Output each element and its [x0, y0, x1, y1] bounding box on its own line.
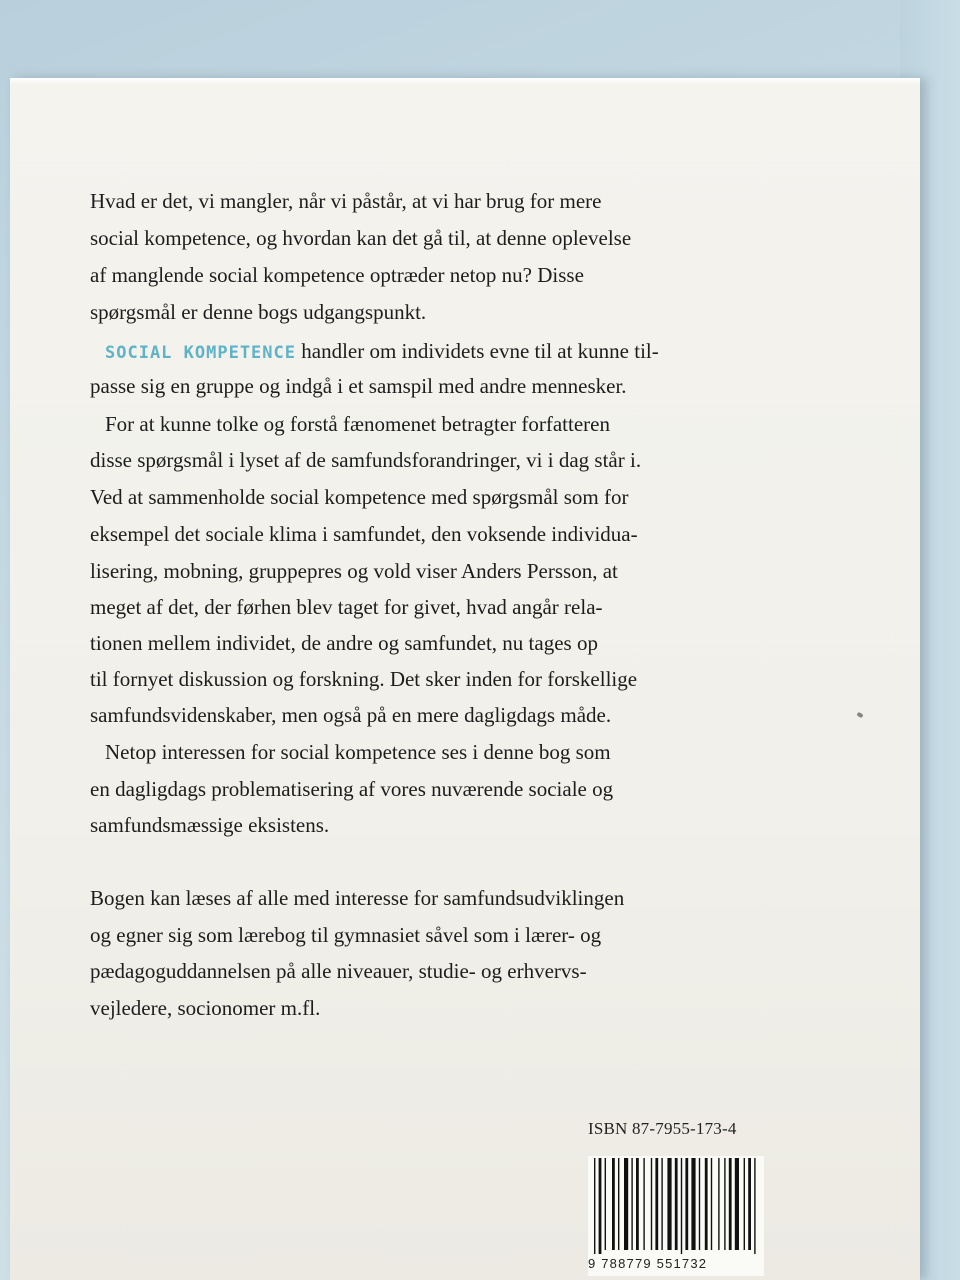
isbn-label: ISBN 87-7955-173-4 [588, 1119, 737, 1138]
blurb-line: pædagoguddannelsen på alle niveauer, studie- og erhvervs- [90, 959, 587, 983]
blurb-line: meget af det, der førhen blev taget for givet, hvad angår rela- [90, 595, 603, 619]
blurb-line: spørgsmål er denne bogs udgangspunkt. [90, 300, 427, 324]
blurb-line: social kompetence, og hvordan kan det gå til, at denne oplevelse [90, 226, 632, 250]
book-back-cover [10, 78, 920, 1280]
blurb-line: eksempel det sociale klima i samfundet, den voksende individua- [90, 522, 638, 546]
barcode-bar [667, 1158, 671, 1250]
barcode-bar [699, 1158, 700, 1250]
barcode-bar [691, 1158, 695, 1250]
barcode-bar [612, 1158, 615, 1250]
barcode-bar [605, 1158, 606, 1250]
barcode-bar [675, 1158, 678, 1250]
blurb-line: passe sig en gruppe og indgå i et samspil med andre mennesker. [90, 374, 627, 398]
barcode-bar [643, 1158, 644, 1250]
barcode-bar [729, 1158, 732, 1250]
blurb-line: og egner sig som lærebog til gymnasiet såvel som i lærer- og [90, 923, 602, 947]
barcode-bar [748, 1158, 751, 1250]
barcode-number: 9 788779 551732 [588, 1256, 708, 1271]
barcode-bar [718, 1158, 719, 1250]
barcode-bar [651, 1158, 652, 1250]
barcode-bar [685, 1158, 688, 1250]
barcode-bar [711, 1158, 712, 1250]
blurb-line: lisering, mobning, gruppepres og vold viser Anders Persson, at [90, 559, 618, 583]
blurb-line: samfundsvidenskaber, men også på en mere dagligdags måde. [90, 703, 612, 727]
barcode-bar [724, 1158, 725, 1250]
barcode-bar [624, 1158, 628, 1250]
barcode-bar [754, 1158, 755, 1254]
barcode-bar [594, 1158, 595, 1254]
blurb-line: tionen mellem individet, de andre og samfundet, nu tages op [90, 631, 598, 655]
barcode-bar [705, 1158, 708, 1250]
blurb-text-segment: handler om individets evne til at kunne til- [301, 339, 659, 363]
barcode-bar [681, 1158, 682, 1254]
highlight-term: SOCIAL KOMPETENCE [105, 343, 296, 363]
blurb-line: en dagligdags problematisering af vores nuværende sociale og [90, 777, 614, 801]
blurb-line: vejledere, socionomer m.fl. [90, 996, 321, 1020]
blurb-line: Netop interessen for social kompetence ses i denne bog som [105, 740, 611, 764]
blurb-line: Ved at sammenholde social kompetence med spørgsmål som for [90, 485, 629, 509]
barcode-bars [588, 1156, 764, 1254]
blurb-line: til fornyet diskussion og forskning. Det sker inden for forskellige [90, 667, 638, 691]
barcode-bar [661, 1158, 662, 1250]
barcode-bar [631, 1158, 632, 1250]
barcode-bar [636, 1158, 639, 1250]
blurb-text [10, 78, 920, 1280]
barcode-bar [735, 1158, 739, 1250]
blurb-line [105, 341, 659, 362]
blurb-line: disse spørgsmål i lyset af de samfundsforandringer, vi i dag står i. [90, 448, 642, 472]
blurb-line: For at kunne tolke og forstå fænomenet betragter forfatteren [105, 412, 610, 436]
blurb-line: samfundsmæssige eksistens. [90, 813, 330, 837]
blurb-line: Bogen kan læses af alle med interesse for samfundsudviklingen [90, 886, 625, 910]
barcode-bar [744, 1158, 745, 1250]
barcode [588, 1156, 764, 1276]
barcode-bar [618, 1158, 619, 1250]
blurb-line: Hvad er det, vi mangler, når vi påstår, at vi har brug for mere [90, 189, 602, 213]
barcode-bar [599, 1158, 602, 1254]
blurb-line: af manglende social kompetence optræder netop nu? Disse [90, 263, 584, 287]
barcode-bar [655, 1158, 658, 1250]
